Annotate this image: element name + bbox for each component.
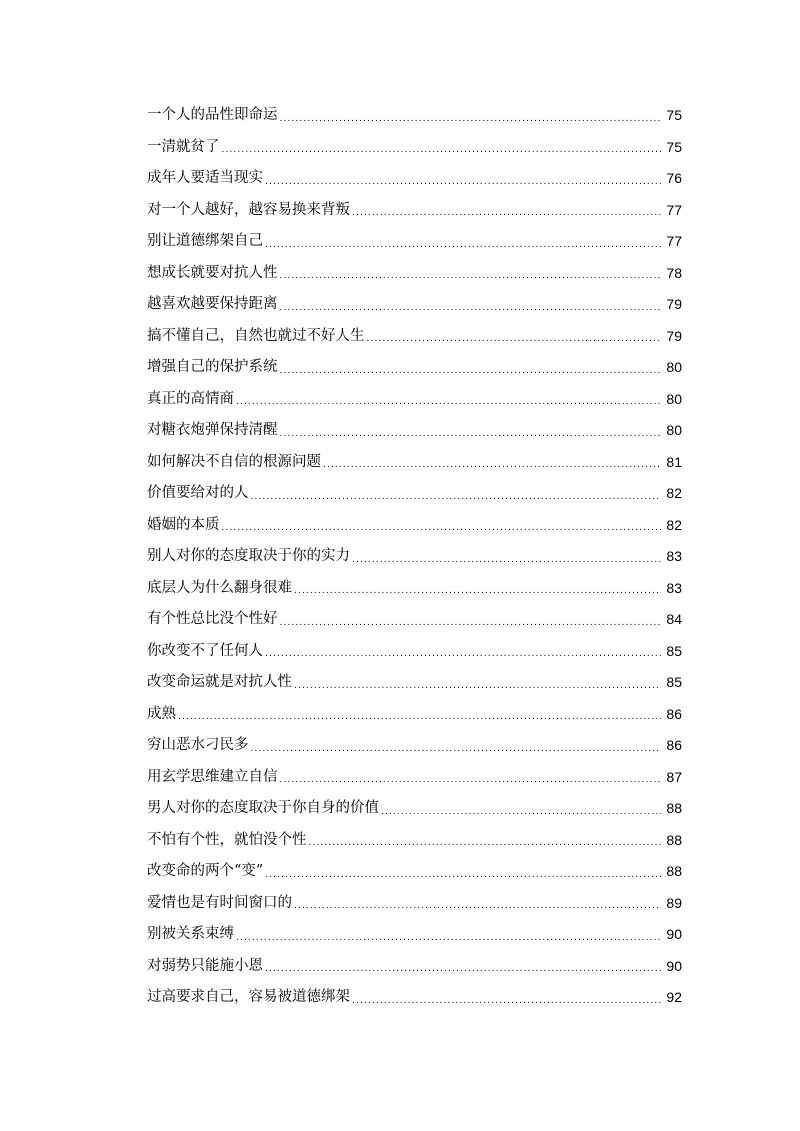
toc-entry[interactable] (147, 793, 682, 825)
toc-entry-title: 如何解决不自信的根源问题 (147, 453, 321, 470)
toc-entry-title: 别让道德绑架自己 (147, 233, 263, 249)
toc-dot-leader (280, 113, 662, 125)
toc-entry-page: 86 (666, 705, 682, 722)
toc-entry[interactable] (147, 951, 682, 983)
toc-dot-leader (222, 522, 662, 534)
toc-entry[interactable] (147, 856, 682, 888)
toc-entry-page: 76 (666, 170, 682, 186)
toc-dot-leader (280, 270, 662, 282)
toc-entry-page: 85 (666, 674, 682, 690)
toc-dot-leader (381, 806, 661, 818)
toc-dot-leader (367, 333, 662, 345)
toc-entry-page: 89 (666, 894, 682, 911)
toc-entry[interactable] (147, 730, 682, 762)
toc-dot-leader (280, 428, 662, 440)
toc-entry[interactable] (147, 982, 682, 1014)
toc-entry[interactable] (147, 289, 682, 321)
toc-entry-page: 77 (666, 233, 682, 249)
toc-entry[interactable] (147, 478, 682, 510)
toc-dot-leader (265, 869, 661, 881)
toc-entry[interactable] (147, 888, 682, 920)
toc-entry-title: 改变命的两个“变” (147, 863, 264, 879)
toc-entry-page: 92 (666, 989, 682, 1005)
toc-entry-page: 88 (666, 800, 682, 816)
toc-entry-title: 改变命运就是对抗人性 (147, 674, 292, 690)
toc-dot-leader (178, 711, 661, 723)
toc-entry-page: 77 (666, 201, 682, 218)
toc-entry-page: 82 (666, 516, 682, 533)
toc-entry[interactable] (147, 762, 682, 794)
toc-dot-leader (352, 995, 661, 1007)
toc-entry-page: 83 (666, 548, 682, 564)
toc-entry-page: 80 (666, 422, 682, 438)
toc-entry-page: 85 (666, 642, 682, 659)
toc-entry-title: 对弱势只能施小恩 (147, 957, 263, 974)
toc-entry-page: 88 (666, 831, 682, 848)
toc-entry[interactable] (147, 163, 682, 195)
toc-entry[interactable] (147, 919, 682, 951)
toc-dot-leader (265, 239, 661, 251)
toc-dot-leader (352, 554, 661, 566)
toc-entry-title: 对一个人越好，越容易换来背叛 (147, 201, 350, 218)
toc-dot-leader (280, 365, 662, 377)
toc-entry-title: 对糖衣炮弹保持清醒 (147, 422, 278, 438)
toc-entry-page: 75 (666, 107, 682, 123)
toc-entry[interactable] (147, 447, 682, 479)
toc-entry-page: 79 (666, 327, 682, 344)
toc-dot-leader (280, 617, 662, 629)
toc-entry-page: 90 (666, 957, 682, 974)
toc-dot-leader (236, 932, 661, 944)
toc-entry[interactable] (147, 541, 682, 573)
toc-entry-page: 80 (666, 390, 682, 407)
toc-entry-page: 81 (666, 453, 682, 470)
toc-dot-leader (323, 459, 661, 471)
toc-entry-page: 75 (666, 138, 682, 155)
toc-entry-title: 男人对你的态度取决于你自身的价值 (147, 800, 379, 816)
toc-entry[interactable] (147, 415, 682, 447)
toc-dot-leader (236, 396, 661, 408)
toc-dot-leader (294, 680, 661, 692)
toc-entry-title: 搞不懂自己，自然也就过不好人生 (147, 327, 365, 344)
toc-entry-title: 价值要给对的人 (147, 485, 249, 501)
toc-dot-leader (251, 743, 662, 755)
toc-entry-title: 真正的高情商 (147, 390, 234, 407)
toc-entry-title: 用玄学思维建立自信 (147, 768, 278, 785)
toc-entry-title: 别人对你的态度取决于你的实力 (147, 548, 350, 564)
toc-entry-page: 88 (666, 863, 682, 879)
toc-dot-leader (251, 491, 662, 503)
toc-entry-title: 越喜欢越要保持距离 (147, 296, 278, 312)
toc-entry-title: 婚姻的本质 (147, 516, 220, 533)
toc-dot-leader (265, 963, 661, 975)
toc-dot-leader (280, 774, 662, 786)
toc-entry[interactable] (147, 573, 682, 605)
toc-entry[interactable] (147, 352, 682, 384)
toc-entry[interactable] (147, 100, 682, 132)
toc-entry-page: 87 (666, 768, 682, 785)
toc-entry-title: 底层人为什么翻身很难 (147, 579, 292, 596)
toc-entry-page: 80 (666, 359, 682, 375)
toc-entry-title: 过高要求自己，容易被道德绑架 (147, 989, 350, 1005)
toc-entry-title: 有个性总比没个性好 (147, 611, 278, 627)
toc-entry[interactable] (147, 604, 682, 636)
toc-entry-page: 79 (666, 296, 682, 312)
toc-entry[interactable] (147, 825, 682, 857)
toc-dot-leader (265, 648, 661, 660)
toc-dot-leader (280, 302, 662, 314)
toc-entry-page: 82 (666, 485, 682, 501)
toc-dot-leader (265, 176, 661, 188)
toc-dot-leader (309, 837, 662, 849)
toc-entry-title: 一个人的品性即命运 (147, 107, 278, 123)
toc-entry-title: 成熟 (147, 705, 176, 722)
toc-dot-leader (352, 207, 661, 219)
toc-entry[interactable] (147, 258, 682, 290)
toc-entry[interactable] (147, 226, 682, 258)
toc-entry-title: 成年人要适当现实 (147, 170, 263, 186)
toc-entry-title: 你改变不了任何人 (147, 642, 263, 659)
toc-entry-title: 穷山恶水刁民多 (147, 737, 249, 753)
toc-entry-page: 78 (666, 264, 682, 281)
toc-entry-page: 83 (666, 579, 682, 596)
toc-entry[interactable] (147, 195, 682, 227)
toc-dot-leader (294, 585, 661, 597)
toc-entry-page: 86 (666, 737, 682, 753)
toc-entry-title: 别被关系束缚 (147, 926, 234, 942)
toc-entry[interactable] (147, 384, 682, 416)
toc-entry-title: 不怕有个性，就怕没个性 (147, 831, 307, 848)
toc-entry[interactable] (147, 667, 682, 699)
toc-entry-title: 想成长就要对抗人性 (147, 264, 278, 281)
toc-entry-title: 一清就贫了 (147, 138, 220, 155)
toc-entry-title: 增强自己的保护系统 (147, 359, 278, 375)
toc-entry[interactable] (147, 510, 682, 542)
toc-entry[interactable] (147, 132, 682, 164)
toc-entry-page: 90 (666, 926, 682, 942)
toc-entry-title: 爱情也是有时间窗口的 (147, 894, 292, 911)
toc-entry[interactable] (147, 636, 682, 668)
toc-dot-leader (222, 144, 662, 156)
toc-entry[interactable] (147, 699, 682, 731)
toc-entry-page: 84 (666, 611, 682, 627)
toc-dot-leader (294, 900, 661, 912)
table-of-contents (147, 100, 682, 1014)
toc-entry[interactable] (147, 321, 682, 353)
